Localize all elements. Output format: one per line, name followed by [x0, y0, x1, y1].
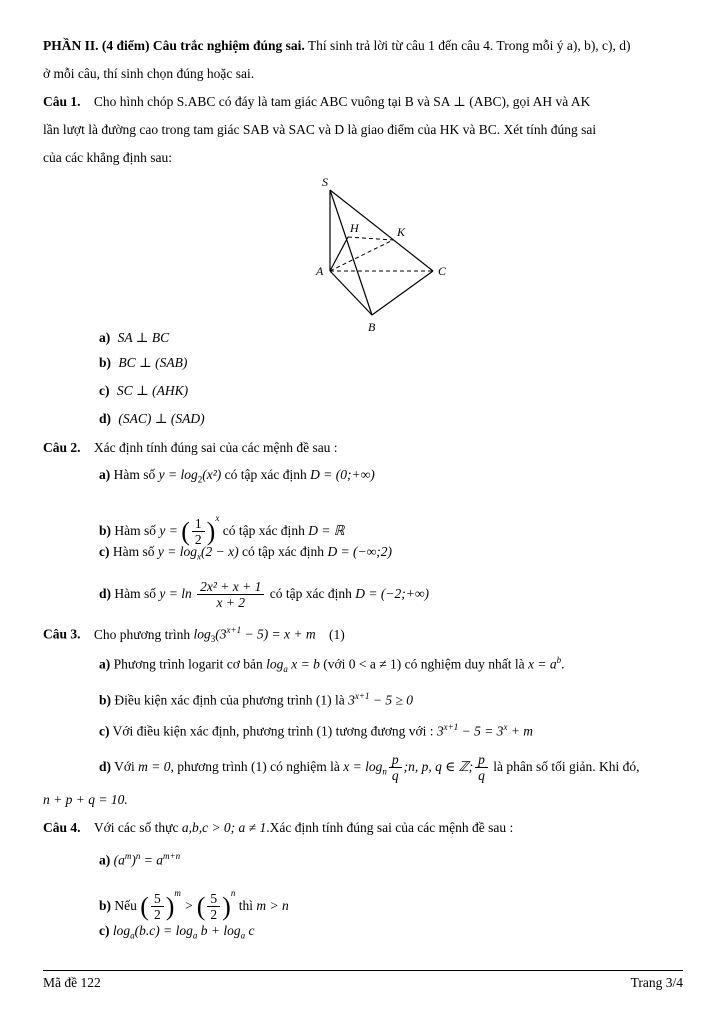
q3-option-b [99, 686, 413, 711]
math-sup: n [135, 851, 141, 861]
fraction [475, 752, 488, 783]
q1-option-c [99, 381, 188, 401]
math-sup: x+1 [226, 625, 242, 635]
option-label: a) [99, 467, 111, 482]
q4-option-b [99, 874, 289, 926]
math: m > n [256, 898, 289, 913]
math: > [184, 898, 197, 913]
segment-ak-hidden [330, 240, 393, 271]
question-1-line-2: lần lượt là đường cao trong tam giác SAB và SAC và D là giao điểm của HK và BC. Xét tính đúng sai [43, 122, 597, 137]
paren-open: ( [181, 516, 190, 546]
math: (2 − x) [200, 544, 239, 559]
denominator: 2 [194, 532, 202, 548]
part-header [43, 36, 631, 56]
option-text: Điều kiện xác định của phương trình (1) là [114, 692, 349, 708]
question-1-label: Câu 1. [43, 94, 81, 109]
math-sub: a [283, 664, 288, 675]
math-sub: x [196, 551, 201, 562]
option-text: thì [238, 898, 257, 913]
numerator: 2x² + x + 1 [197, 579, 264, 595]
page-number: Trang 3/4 [630, 975, 683, 990]
math: ) [131, 852, 136, 868]
paren-open: ( [140, 891, 149, 921]
segment-hk-hidden [348, 237, 393, 240]
q3-option-d [99, 750, 639, 789]
math: 3 [436, 723, 444, 739]
math: + m [507, 723, 534, 739]
label-s: S [322, 175, 328, 189]
fraction [207, 891, 220, 922]
label-a: A [316, 264, 324, 278]
option-text: có tập xác định [269, 586, 356, 601]
math-sub: a [192, 930, 198, 941]
denominator: x + 2 [216, 595, 246, 611]
option-label: c) [99, 923, 110, 938]
option-label: c) [99, 383, 110, 398]
math: (a [113, 852, 125, 868]
question-1-line-1 [43, 92, 590, 112]
option-text: Phương trình logarit cơ bản [113, 656, 267, 672]
q1-option-a [99, 328, 169, 348]
exam-code: Mã đề 122 [43, 975, 101, 990]
option-label: c) [99, 544, 110, 559]
question-3-text: Cho phương trình [93, 626, 194, 642]
math: D = (0;+∞) [310, 467, 375, 482]
segment-ah [330, 237, 348, 271]
option-label: d) [99, 411, 112, 426]
q1-option-b [99, 353, 187, 373]
denominator: 2 [153, 907, 161, 923]
paren-close: ) [222, 891, 231, 921]
intro-line-1: Thí sinh trả lời từ câu 1 đến câu 4. Trong mỗi ý a), b), c), d) [304, 38, 631, 53]
question-4-label: Câu 4. [43, 820, 81, 835]
denominator: 2 [210, 907, 218, 923]
option-text: Nếu [114, 898, 141, 913]
question-4-line [43, 818, 513, 838]
math: m = 0 [138, 759, 171, 774]
equation-number: (1) [329, 626, 345, 642]
question-1-text: Cho hình chóp S.ABC có đáy là tam giác ABC vuông tại B và SA ⊥ (ABC), gọi AH và AK [93, 94, 591, 109]
option-text: Hàm số [113, 467, 159, 482]
math-sup: x+1 [443, 722, 459, 732]
math-sub: a [130, 930, 135, 941]
option-text: BC ⊥ (SAB) [118, 355, 188, 370]
q2-option-d [99, 577, 429, 611]
fraction [389, 752, 402, 783]
math: D = (−2;+∞) [355, 586, 429, 601]
option-text: Với [114, 759, 139, 774]
question-2-text: Xác định tính đúng sai của các mệnh đề sau : [93, 440, 338, 455]
math: ;n, p, q ∈ ℤ; [403, 759, 474, 774]
math: (3 [215, 626, 227, 642]
option-label: a) [99, 330, 111, 345]
numerator: 5 [151, 891, 164, 907]
math: c [245, 923, 255, 938]
math: log [193, 626, 211, 642]
paren-close: ) [206, 516, 216, 546]
option-text: . [561, 656, 565, 672]
question-2-line [43, 438, 338, 458]
math-sup: b [556, 655, 562, 665]
math-sup: m [124, 851, 132, 861]
math-sup: x [503, 722, 508, 732]
edge-sc [330, 190, 433, 271]
q4-option-c [99, 921, 254, 946]
math: D = ℝ [308, 523, 345, 538]
intro-line-2: ở mỗi câu, thí sinh chọn đúng hoặc sai. [43, 66, 255, 81]
option-text: Hàm số [114, 523, 160, 538]
math: y = [159, 523, 178, 538]
math-sup: n [230, 888, 236, 898]
option-label: b) [99, 898, 112, 913]
math: y = log [158, 467, 198, 482]
option-label: b) [99, 523, 112, 538]
edge-sb [330, 190, 372, 315]
edge-bc [372, 271, 433, 315]
math: (b.c) = log [134, 923, 193, 938]
label-k: K [397, 225, 406, 239]
fraction [151, 891, 164, 922]
math: log [266, 656, 284, 672]
math: log [112, 923, 131, 938]
option-text: có tập xác định [241, 544, 328, 559]
denominator: q [478, 768, 485, 784]
label-h: H [350, 221, 359, 235]
math-sup: m [174, 888, 181, 898]
question-3-label: Câu 3. [43, 626, 81, 642]
page-footer [43, 970, 683, 990]
option-text: có nghiệm duy nhất là [401, 656, 528, 672]
math: 3 [348, 692, 355, 708]
label-b: B [368, 320, 376, 334]
option-label: c) [99, 723, 110, 739]
math: D = (−∞;2) [327, 544, 393, 559]
option-label: d) [99, 586, 112, 601]
question-2-label: Câu 2. [43, 440, 81, 455]
math: x = b [287, 656, 320, 672]
question-1-line-3: của các khẳng định sau: [43, 150, 172, 165]
fraction [197, 579, 264, 610]
option-label: b) [99, 355, 112, 370]
math: y = ln [159, 586, 192, 601]
label-c: C [438, 264, 447, 278]
pyramid-figure [308, 174, 468, 334]
option-text: (với 0 < a ≠ 1) [319, 656, 402, 672]
option-text: Hàm số [112, 544, 158, 559]
math-sub: 2 [197, 474, 203, 485]
option-text: , phương trình (1) có nghiệm là [170, 759, 344, 774]
edge-ab [330, 271, 372, 315]
q2-option-c [99, 542, 392, 567]
math: b + log [197, 923, 241, 938]
math: − 5) = x + m [241, 626, 316, 642]
math: x = a [527, 656, 557, 672]
paren-close: ) [165, 891, 175, 921]
math: a,b,c > 0; a ≠ 1 [181, 820, 267, 835]
numerator: p [475, 752, 488, 768]
q4-option-a [99, 846, 180, 871]
math: x = log [343, 759, 383, 774]
math: − 5 = 3 [458, 723, 504, 739]
math-sup: x [215, 513, 220, 523]
math: − 5 ≥ 0 [369, 692, 414, 708]
question-3-line [43, 620, 345, 649]
q2-option-a [99, 465, 375, 490]
option-text: là phân số tối giản. Khi đó, [489, 759, 640, 774]
option-text: SC ⊥ (AHK) [116, 383, 189, 398]
denominator: q [391, 768, 399, 784]
math-sub: 3 [210, 634, 216, 645]
numerator: 1 [192, 516, 205, 532]
option-label: a) [99, 852, 111, 868]
option-text: có tập xác định [222, 523, 309, 538]
option-text: (SAC) ⊥ (SAD) [118, 411, 205, 426]
question-4-text: .Xác định tính đúng sai của các mệnh đề sau : [266, 820, 514, 835]
question-4-text: Với các số thực [93, 820, 182, 835]
option-text: có tập xác định [224, 467, 311, 482]
math-sup: m+n [163, 851, 181, 861]
q3-option-d-line-2: n + p + q = 10. [43, 792, 128, 807]
math-sub: n [382, 766, 387, 777]
option-label: a) [99, 656, 111, 672]
option-label: d) [99, 759, 112, 774]
q3-option-c [99, 717, 533, 742]
option-text: SA ⊥ BC [117, 330, 170, 345]
numerator: p [389, 752, 402, 768]
option-text: Với điều kiện xác định, phương trình (1) tương đương với : [112, 723, 437, 739]
math: (x²) [202, 467, 222, 482]
option-label: b) [99, 692, 112, 708]
q1-option-d [99, 409, 205, 429]
paren-open: ( [196, 891, 206, 921]
math: = a [140, 852, 163, 868]
math-sub: a [240, 930, 246, 941]
option-text: Hàm số [114, 586, 160, 601]
numerator: 5 [207, 891, 220, 907]
math-sup: x+1 [354, 691, 370, 701]
math: y = log [157, 544, 197, 559]
part-title: PHẦN II. (4 điểm) Câu trắc nghiệm đúng sai. [43, 38, 305, 53]
q3-option-a [99, 650, 564, 679]
